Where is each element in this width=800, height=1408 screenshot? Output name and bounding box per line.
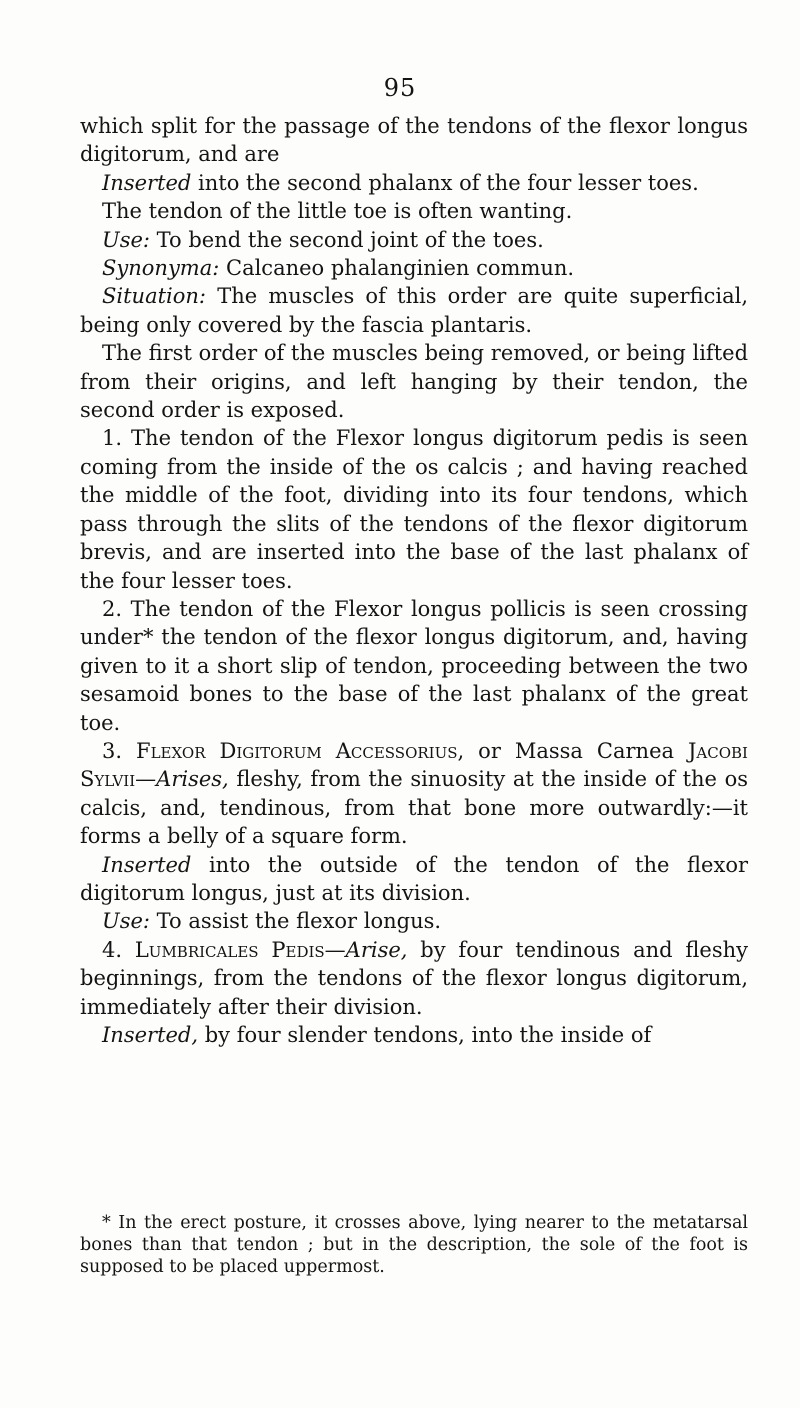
paragraph-text: 2. The tendon of the Flexor longus pollicis is seen crossing under* the tendon of the flexor longus digitorum, and, having given to it a short slip of tendon, proceeding between the two sesamoid bones to the base of the last phalanx of the great toe. <box>80 596 748 735</box>
paragraph-7 <box>80 339 748 424</box>
paragraph-text: The first order of the muscles being removed, or being lifted from their origins, and left hanging by their tendon, the second order is exposed. <box>80 341 749 423</box>
paragraph-text: which split for the passage of the tendons of the flexor longus digitorum, and are <box>80 114 748 167</box>
paragraph-label: Synonyma: <box>102 256 220 281</box>
paragraph-11 <box>80 851 748 908</box>
paragraph-text: into the second phalanx of the four lesser toes. <box>191 170 699 195</box>
paragraph-label: Arises, <box>156 767 229 792</box>
paragraph-14 <box>80 1021 748 1049</box>
paragraph-dash: — <box>324 937 346 962</box>
paragraph-text: by four slender tendons, into the inside of <box>198 1023 652 1047</box>
page-number: 95 <box>383 74 417 102</box>
paragraph-text: by four tendinous and fleshy beginnings, from the tendons of the flexor longus digitorum, immediately after their division. <box>80 937 748 1019</box>
muscle-synonym: Jacobi Sylvii <box>80 738 748 792</box>
paragraph-text: fleshy, from the sinuosity at the inside of the os calcis, and, tendinous, from that bone more outwardly:—it forms a belly of a square form. <box>80 767 748 849</box>
paragraph-dash: — <box>135 767 157 792</box>
paragraph-label: Inserted <box>102 852 192 877</box>
paragraph-4 <box>80 226 748 254</box>
paragraph-label: Use: <box>102 909 150 934</box>
paragraph-label: Inserted <box>102 170 192 195</box>
paragraph-connector: , or Massa Carnea <box>457 738 688 763</box>
paragraph-text: into the outside of the tendon of the flexor digitorum longus, just at its division. <box>80 852 748 905</box>
paragraph-2 <box>80 169 748 197</box>
paragraph-text: Calcaneo phalanginien commun. <box>219 256 575 281</box>
paragraph-9 <box>80 595 748 737</box>
paragraph-6 <box>80 282 748 339</box>
body-text <box>80 112 748 1049</box>
paragraph-label: Use: <box>102 227 150 252</box>
paragraph-label: Inserted, <box>102 1023 199 1047</box>
paragraph-12 <box>80 907 748 935</box>
paragraph-text: The tendon of the little toe is often wanting. <box>102 199 573 224</box>
paragraph-label: Situation: <box>102 284 206 309</box>
footnote-text: * In the erect posture, it crosses above, lying nearer to the metatarsal bones than that tendon ; but in the description, the sole of the foot is supposed to be placed uppermost. <box>80 1213 748 1277</box>
paragraph-text: To bend the second joint of the toes. <box>149 227 544 252</box>
paragraph-text: To assist the flexor longus. <box>149 909 442 934</box>
muscle-name: Lumbricales Pedis <box>134 937 325 962</box>
paragraph-13 <box>80 936 748 1021</box>
paragraph-10 <box>80 737 748 851</box>
paragraph-number: 4. <box>102 937 135 962</box>
footnote <box>80 1212 748 1278</box>
muscle-name: Flexor Digitorum Accessorius <box>136 738 458 763</box>
paragraph-label: Arise, <box>345 937 408 962</box>
paragraph-number: 3. <box>102 738 137 763</box>
paragraph-text: 1. The tendon of the Flexor longus digitorum pedis is seen coming from the inside of the os calcis ; and having reached the middle of the foot, dividing into its four tendons, which pass through the slits of the tendons of the flexor digitorum brevis, and are inserted into the base of the last phalanx of the four lesser toes. <box>80 426 748 593</box>
paragraph-5 <box>80 254 748 282</box>
paragraph-text: The muscles of this order are quite superficial, being only covered by the fascia plantaris. <box>80 284 748 337</box>
paragraph-1 <box>80 112 748 169</box>
paragraph-8 <box>80 424 748 594</box>
paragraph-3 <box>80 197 748 225</box>
